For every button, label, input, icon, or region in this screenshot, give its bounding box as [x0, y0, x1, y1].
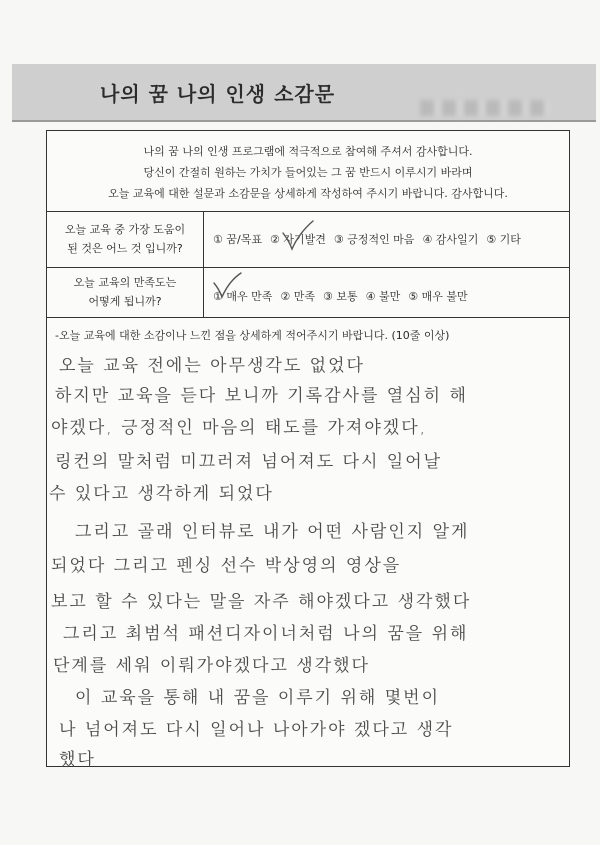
question-helpful [47, 211, 204, 267]
intro-line-2: 당신이 간절히 원하는 가치가 들어있는 그 꿈 반드시 이루시기 바라며 [143, 166, 473, 179]
essay-prompt: -오늘 교육에 대한 소감이나 느낀 점을 상세하게 적어주시기 바랍니다. (10줄 이상) [55, 329, 450, 342]
check-mark-icon [211, 271, 245, 303]
handwritten-line: 링컨의 말처럼 미끄러져 넘어져도 다시 일어날 [55, 452, 443, 472]
question-satisfaction-line-1: 오늘 교육의 만족도는 [73, 276, 177, 289]
option-neutral[interactable]: ③ 보통 [322, 290, 358, 303]
handwritten-line: 이 교육을 통해 내 꿈을 이루기 위해 몇번이 [75, 688, 441, 708]
question-satisfaction [47, 267, 204, 317]
option-dream-goal[interactable]: ① 꿈/목표 [213, 233, 262, 246]
options-satisfaction [213, 271, 476, 321]
option-other[interactable]: ⑤ 기타 [486, 233, 521, 246]
handwritten-line: 나 넘어져도 다시 일어나 나아가야 겠다고 생각 [59, 720, 454, 740]
question-row-satisfaction [47, 267, 569, 318]
handwritten-line: 보고 할 수 있다는 말을 자주 해야겠다고 생각했다 [51, 592, 472, 612]
intro-line-3: 오늘 교육에 대한 설문과 소감문을 상세하게 작성하여 주시기 바랍니다. 감사합니다. [108, 187, 508, 200]
intro-line-1: 나의 꿈 나의 인생 프로그램에 적극적으로 참여해 주셔서 감사합니다. [143, 145, 473, 158]
option-dissatisfied[interactable]: ④ 불만 [365, 290, 401, 303]
question-row-helpful [47, 211, 569, 268]
handwritten-line: 했다 [59, 750, 96, 770]
handwritten-line: 야겠다, 긍정적인 마음의 태도를 가져야겠다, [51, 418, 428, 438]
handwritten-line: 오늘 교육 전에는 아무생각도 없었다 [59, 356, 365, 376]
option-self-discovery[interactable]: ② 자기발견 [269, 233, 326, 246]
survey-form [46, 130, 570, 770]
question-helpful-line-1: 오늘 교육 중 가장 도움이 [64, 223, 186, 236]
handwritten-line: 단계를 세워 이뤄가야겠다고 생각했다 [53, 656, 370, 676]
option-positive-mind[interactable]: ③ 긍정적인 마음 [333, 233, 415, 246]
handwritten-line: 그리고 최범석 패션디자이너처럼 나의 꿈을 위해 [63, 624, 469, 644]
option-very-dissatisfied[interactable]: ⑤ 매우 불만 [408, 290, 468, 303]
intro-section [47, 131, 569, 212]
handwritten-line: 하지만 교육을 듣다 보니까 기록감사를 열심히 해 [55, 386, 468, 406]
question-helpful-line-2: 된 것은 어느 것 입니까? [67, 242, 183, 255]
option-very-satisfied[interactable]: ① 매우 만족 [213, 290, 273, 303]
handwritten-line: 되었다 그리고 펜싱 선수 박상영의 영상을 [51, 556, 402, 576]
redacted-name [420, 100, 550, 116]
option-gratitude-diary[interactable]: ④ 감사일기 [422, 233, 479, 246]
check-mark-icon [279, 219, 319, 253]
handwritten-line: 수 있다고 생각하게 되었다 [49, 484, 274, 504]
options-helpful [213, 211, 529, 267]
option-satisfied[interactable]: ② 만족 [280, 290, 315, 303]
page-title: 나의 꿈 나의 인생 소감문 [100, 82, 336, 106]
handwritten-line: 그리고 골래 인터뷰로 내가 어떤 사람인지 알게 [75, 522, 470, 542]
question-satisfaction-line-2: 어떻게 됩니까? [88, 295, 162, 308]
